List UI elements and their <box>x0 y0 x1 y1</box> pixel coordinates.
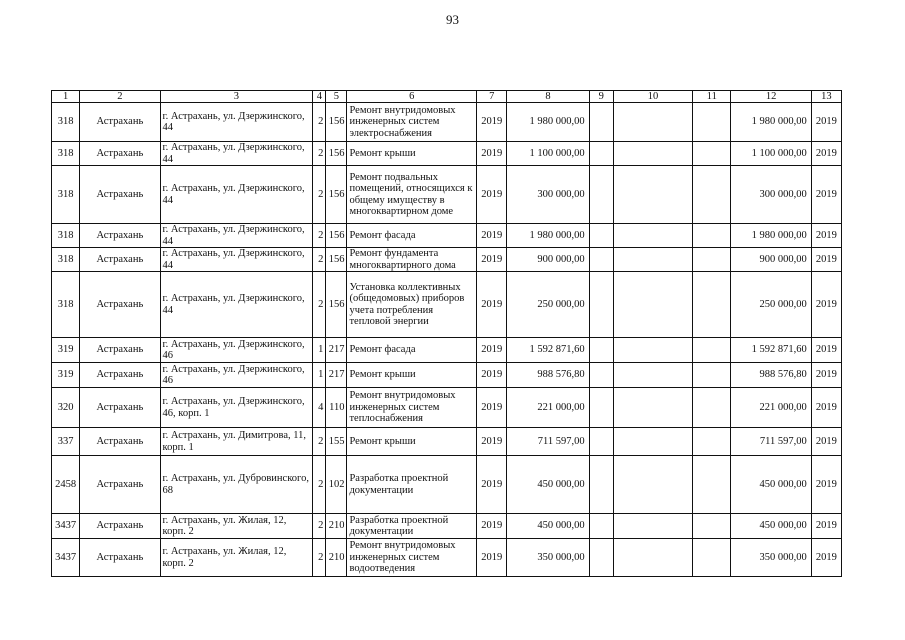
count-cell: 2 <box>313 224 326 248</box>
object-id-cell: 3437 <box>52 514 80 539</box>
year-cell: 2019 <box>477 338 507 363</box>
total-cost-cell: 1 980 000,00 <box>731 103 811 142</box>
empty-cell-10 <box>613 514 692 539</box>
empty-cell-9 <box>589 388 613 428</box>
year-cell: 2019 <box>477 363 507 388</box>
work-type-cell: Ремонт крыши <box>347 363 477 388</box>
work-type-cell: Разработка проектной документации <box>347 456 477 514</box>
year-cell: 2019 <box>477 272 507 338</box>
work-type-cell: Ремонт подвальных помещений, относящихся к общему имуществу в многоквартирном доме <box>347 166 477 224</box>
count-cell: 1 <box>313 363 326 388</box>
column-header-1: 1 <box>52 91 80 103</box>
empty-cell-9 <box>589 338 613 363</box>
total-cost-cell: 1 100 000,00 <box>731 142 811 166</box>
year-cell: 2019 <box>477 248 507 272</box>
address-cell: г. Астрахань, ул. Дзержинского, 46, корп. 1 <box>160 388 313 428</box>
city-cell: Астрахань <box>80 338 160 363</box>
object-id-cell: 320 <box>52 388 80 428</box>
object-id-cell: 3437 <box>52 539 80 577</box>
table-body <box>52 103 842 577</box>
address-cell: г. Астрахань, ул. Жилая, 12, корп. 2 <box>160 514 313 539</box>
count-cell: 1 <box>313 338 326 363</box>
completion-year-cell: 2019 <box>811 248 841 272</box>
work-type-cell: Ремонт фундамента многоквартирного дома <box>347 248 477 272</box>
column-header-9: 9 <box>589 91 613 103</box>
object-id-cell: 319 <box>52 338 80 363</box>
address-cell: г. Астрахань, ул. Жилая, 12, корп. 2 <box>160 539 313 577</box>
address-cell: г. Астрахань, ул. Дзержинского, 46 <box>160 363 313 388</box>
city-cell: Астрахань <box>80 142 160 166</box>
empty-cell-11 <box>693 272 731 338</box>
completion-year-cell: 2019 <box>811 166 841 224</box>
city-cell: Астрахань <box>80 248 160 272</box>
empty-cell-9 <box>589 539 613 577</box>
year-cell: 2019 <box>477 142 507 166</box>
city-cell: Астрахань <box>80 428 160 456</box>
cost-cell: 1 592 871,60 <box>507 338 589 363</box>
city-cell: Астрахань <box>80 363 160 388</box>
total-cost-cell: 221 000,00 <box>731 388 811 428</box>
address-cell: г. Астрахань, ул. Димитрова, 11, корп. 1 <box>160 428 313 456</box>
table-row <box>52 456 842 514</box>
table-row <box>52 539 842 577</box>
cost-cell: 1 980 000,00 <box>507 103 589 142</box>
empty-cell-10 <box>613 224 692 248</box>
work-type-cell: Ремонт фасада <box>347 224 477 248</box>
column-header-6: 6 <box>347 91 477 103</box>
table-row <box>52 142 842 166</box>
code-cell: 155 <box>326 428 347 456</box>
table-row <box>52 428 842 456</box>
completion-year-cell: 2019 <box>811 428 841 456</box>
work-type-cell: Ремонт внутридомовых инженерных систем водоотведения <box>347 539 477 577</box>
city-cell: Астрахань <box>80 456 160 514</box>
completion-year-cell: 2019 <box>811 456 841 514</box>
empty-cell-10 <box>613 103 692 142</box>
code-cell: 217 <box>326 338 347 363</box>
city-cell: Астрахань <box>80 514 160 539</box>
address-cell: г. Астрахань, ул. Дзержинского, 44 <box>160 224 313 248</box>
empty-cell-11 <box>693 166 731 224</box>
year-cell: 2019 <box>477 224 507 248</box>
table-row <box>52 338 842 363</box>
code-cell: 210 <box>326 539 347 577</box>
cost-cell: 450 000,00 <box>507 514 589 539</box>
count-cell: 2 <box>313 142 326 166</box>
code-cell: 110 <box>326 388 347 428</box>
empty-cell-10 <box>613 166 692 224</box>
completion-year-cell: 2019 <box>811 514 841 539</box>
total-cost-cell: 450 000,00 <box>731 514 811 539</box>
column-header-13: 13 <box>811 91 841 103</box>
empty-cell-10 <box>613 539 692 577</box>
year-cell: 2019 <box>477 539 507 577</box>
year-cell: 2019 <box>477 388 507 428</box>
address-cell: г. Астрахань, ул. Дзержинского, 44 <box>160 142 313 166</box>
code-cell: 156 <box>326 248 347 272</box>
empty-cell-9 <box>589 428 613 456</box>
address-cell: г. Астрахань, ул. Дзержинского, 44 <box>160 166 313 224</box>
code-cell: 156 <box>326 166 347 224</box>
year-cell: 2019 <box>477 428 507 456</box>
object-id-cell: 319 <box>52 363 80 388</box>
object-id-cell: 318 <box>52 166 80 224</box>
count-cell: 2 <box>313 166 326 224</box>
total-cost-cell: 711 597,00 <box>731 428 811 456</box>
code-cell: 217 <box>326 363 347 388</box>
column-header-12: 12 <box>731 91 811 103</box>
work-type-cell: Ремонт внутридомовых инженерных систем теплоснабжения <box>347 388 477 428</box>
year-cell: 2019 <box>477 103 507 142</box>
object-id-cell: 318 <box>52 142 80 166</box>
total-cost-cell: 900 000,00 <box>731 248 811 272</box>
empty-cell-9 <box>589 272 613 338</box>
table-row <box>52 224 842 248</box>
table-row <box>52 103 842 142</box>
work-type-cell: Ремонт крыши <box>347 142 477 166</box>
cost-cell: 900 000,00 <box>507 248 589 272</box>
repair-schedule-table <box>51 90 842 577</box>
column-header-11: 11 <box>693 91 731 103</box>
object-id-cell: 318 <box>52 248 80 272</box>
table-row <box>52 388 842 428</box>
cost-cell: 350 000,00 <box>507 539 589 577</box>
work-type-cell: Ремонт фасада <box>347 338 477 363</box>
empty-cell-10 <box>613 363 692 388</box>
address-cell: г. Астрахань, ул. Дзержинского, 44 <box>160 103 313 142</box>
column-header-8: 8 <box>507 91 589 103</box>
count-cell: 2 <box>313 428 326 456</box>
city-cell: Астрахань <box>80 224 160 248</box>
completion-year-cell: 2019 <box>811 363 841 388</box>
code-cell: 156 <box>326 224 347 248</box>
count-cell: 2 <box>313 248 326 272</box>
address-cell: г. Астрахань, ул. Дзержинского, 46 <box>160 338 313 363</box>
empty-cell-9 <box>589 166 613 224</box>
cost-cell: 300 000,00 <box>507 166 589 224</box>
city-cell: Астрахань <box>80 103 160 142</box>
empty-cell-10 <box>613 248 692 272</box>
city-cell: Астрахань <box>80 388 160 428</box>
empty-cell-10 <box>613 428 692 456</box>
empty-cell-9 <box>589 142 613 166</box>
empty-cell-10 <box>613 142 692 166</box>
total-cost-cell: 250 000,00 <box>731 272 811 338</box>
table-row <box>52 514 842 539</box>
total-cost-cell: 300 000,00 <box>731 166 811 224</box>
work-type-cell: Разработка проектной документации <box>347 514 477 539</box>
code-cell: 156 <box>326 142 347 166</box>
object-id-cell: 318 <box>52 103 80 142</box>
object-id-cell: 318 <box>52 272 80 338</box>
cost-cell: 450 000,00 <box>507 456 589 514</box>
count-cell: 2 <box>313 514 326 539</box>
cost-cell: 221 000,00 <box>507 388 589 428</box>
empty-cell-9 <box>589 514 613 539</box>
cost-cell: 988 576,80 <box>507 363 589 388</box>
column-header-5: 5 <box>326 91 347 103</box>
count-cell: 4 <box>313 388 326 428</box>
code-cell: 156 <box>326 103 347 142</box>
code-cell: 210 <box>326 514 347 539</box>
object-id-cell: 318 <box>52 224 80 248</box>
completion-year-cell: 2019 <box>811 388 841 428</box>
empty-cell-11 <box>693 388 731 428</box>
empty-cell-11 <box>693 142 731 166</box>
completion-year-cell: 2019 <box>811 224 841 248</box>
total-cost-cell: 988 576,80 <box>731 363 811 388</box>
column-header-3: 3 <box>160 91 313 103</box>
city-cell: Астрахань <box>80 272 160 338</box>
year-cell: 2019 <box>477 514 507 539</box>
completion-year-cell: 2019 <box>811 142 841 166</box>
address-cell: г. Астрахань, ул. Дзержинского, 44 <box>160 248 313 272</box>
empty-cell-10 <box>613 272 692 338</box>
empty-cell-10 <box>613 338 692 363</box>
completion-year-cell: 2019 <box>811 338 841 363</box>
empty-cell-11 <box>693 428 731 456</box>
cost-cell: 250 000,00 <box>507 272 589 338</box>
count-cell: 2 <box>313 456 326 514</box>
empty-cell-11 <box>693 514 731 539</box>
empty-cell-10 <box>613 388 692 428</box>
city-cell: Астрахань <box>80 539 160 577</box>
city-cell: Астрахань <box>80 166 160 224</box>
count-cell: 2 <box>313 272 326 338</box>
table-row <box>52 166 842 224</box>
empty-cell-11 <box>693 224 731 248</box>
column-header-2: 2 <box>80 91 160 103</box>
work-type-cell: Ремонт внутридомовых инженерных систем электроснабжения <box>347 103 477 142</box>
year-cell: 2019 <box>477 166 507 224</box>
empty-cell-9 <box>589 248 613 272</box>
empty-cell-11 <box>693 103 731 142</box>
count-cell: 2 <box>313 539 326 577</box>
address-cell: г. Астрахань, ул. Дубровинского, 68 <box>160 456 313 514</box>
object-id-cell: 2458 <box>52 456 80 514</box>
page-number: 93 <box>446 12 459 27</box>
empty-cell-10 <box>613 456 692 514</box>
work-type-cell: Ремонт крыши <box>347 428 477 456</box>
completion-year-cell: 2019 <box>811 539 841 577</box>
header-row <box>52 91 842 103</box>
table-row <box>52 363 842 388</box>
empty-cell-9 <box>589 363 613 388</box>
empty-cell-11 <box>693 363 731 388</box>
empty-cell-11 <box>693 248 731 272</box>
empty-cell-11 <box>693 338 731 363</box>
table-row <box>52 272 842 338</box>
completion-year-cell: 2019 <box>811 272 841 338</box>
object-id-cell: 337 <box>52 428 80 456</box>
cost-cell: 711 597,00 <box>507 428 589 456</box>
count-cell: 2 <box>313 103 326 142</box>
empty-cell-11 <box>693 539 731 577</box>
total-cost-cell: 1 592 871,60 <box>731 338 811 363</box>
code-cell: 102 <box>326 456 347 514</box>
cost-cell: 1 100 000,00 <box>507 142 589 166</box>
address-cell: г. Астрахань, ул. Дзержинского, 44 <box>160 272 313 338</box>
empty-cell-11 <box>693 456 731 514</box>
total-cost-cell: 1 980 000,00 <box>731 224 811 248</box>
year-cell: 2019 <box>477 456 507 514</box>
empty-cell-9 <box>589 103 613 142</box>
empty-cell-9 <box>589 224 613 248</box>
work-type-cell: Установка коллективных (общедомовых) приборов учета потребления тепловой энергии <box>347 272 477 338</box>
cost-cell: 1 980 000,00 <box>507 224 589 248</box>
column-header-4: 4 <box>313 91 326 103</box>
empty-cell-9 <box>589 456 613 514</box>
completion-year-cell: 2019 <box>811 103 841 142</box>
total-cost-cell: 350 000,00 <box>731 539 811 577</box>
code-cell: 156 <box>326 272 347 338</box>
table-row <box>52 248 842 272</box>
column-header-10: 10 <box>613 91 692 103</box>
total-cost-cell: 450 000,00 <box>731 456 811 514</box>
column-header-7: 7 <box>477 91 507 103</box>
